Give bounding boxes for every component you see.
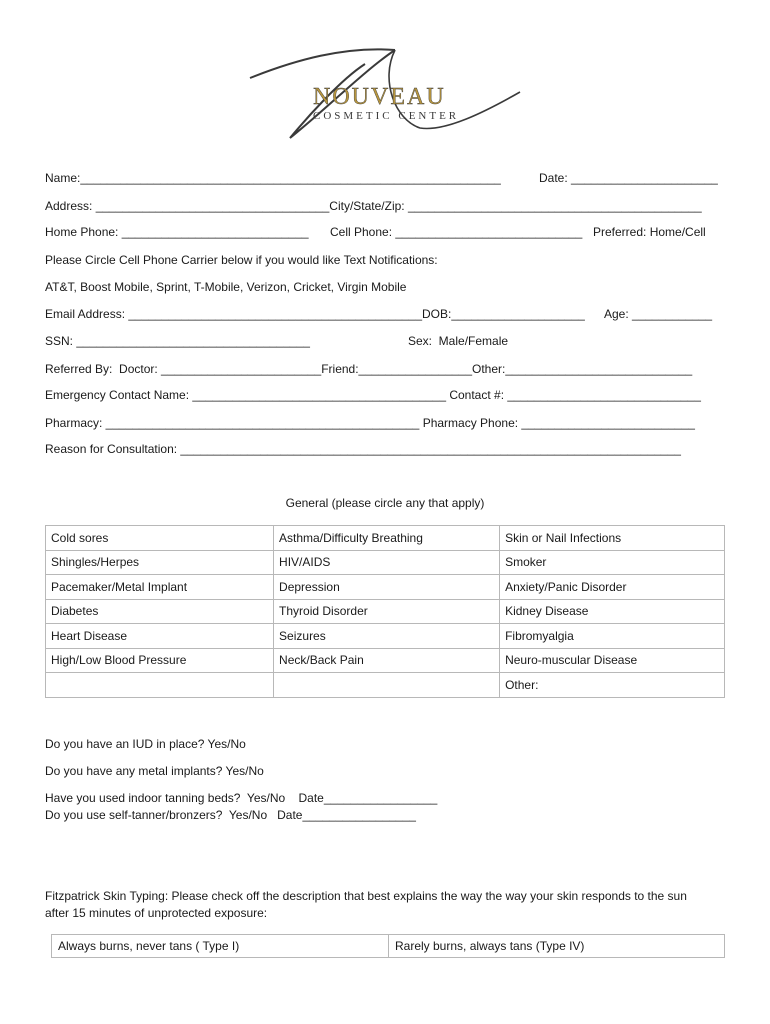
email-dob-field[interactable]: Email Address: ____________________________________________DOB:____________________ bbox=[45, 307, 585, 321]
age-field[interactable]: Age: ____________ bbox=[604, 307, 713, 321]
condition-cell[interactable]: Seizures bbox=[274, 624, 500, 649]
table-row bbox=[46, 550, 725, 575]
preferred-contact[interactable]: Preferred: Home/Cell bbox=[593, 225, 706, 239]
condition-cell[interactable]: Smoker bbox=[500, 550, 725, 575]
condition-cell[interactable]: Other: bbox=[500, 673, 725, 698]
nouveau-logo bbox=[245, 40, 535, 150]
date-field[interactable]: Date: ______________________ bbox=[539, 171, 718, 185]
condition-cell[interactable]: Shingles/Herpes bbox=[46, 550, 274, 575]
condition-cell[interactable]: Heart Disease bbox=[46, 624, 274, 649]
table-row bbox=[46, 673, 725, 698]
skin-type-option[interactable]: Rarely burns, always tans (Type IV) bbox=[389, 935, 725, 958]
referred-by-field[interactable]: Referred By: Doctor: ________________________Friend:_________________Other:____________________________ bbox=[45, 362, 693, 376]
conditions-table bbox=[45, 525, 725, 698]
condition-cell[interactable]: Kidney Disease bbox=[500, 599, 725, 624]
condition-cell[interactable]: Anxiety/Panic Disorder bbox=[500, 575, 725, 600]
name-field[interactable]: Name:_______________________________________________________________ bbox=[45, 171, 501, 185]
pharmacy-field[interactable]: Pharmacy: _______________________________________________ Pharmacy Phone: __________________________ bbox=[45, 416, 695, 430]
condition-cell[interactable]: Thyroid Disorder bbox=[274, 599, 500, 624]
table-row bbox=[46, 599, 725, 624]
metal-implants-question[interactable]: Do you have any metal implants? Yes/No bbox=[45, 764, 264, 778]
ssn-field[interactable]: SSN: ___________________________________ bbox=[45, 334, 310, 348]
home-phone-field[interactable]: Home Phone: ____________________________ bbox=[45, 225, 309, 239]
sex-field[interactable]: Sex: Male/Female bbox=[408, 334, 509, 348]
logo-brand: NOUVEAU bbox=[313, 84, 446, 110]
fitzpatrick-intro: Fitzpatrick Skin Typing: Please check off the description that best explains the way the way your skin responds to the sun bbox=[45, 889, 687, 903]
condition-cell[interactable]: Skin or Nail Infections bbox=[500, 526, 725, 551]
fitzpatrick-table bbox=[51, 934, 725, 958]
table-row bbox=[52, 935, 725, 958]
condition-cell[interactable] bbox=[46, 673, 274, 698]
skin-type-option[interactable]: Always burns, never tans ( Type I) bbox=[52, 935, 389, 958]
condition-cell[interactable]: High/Low Blood Pressure bbox=[46, 648, 274, 673]
condition-cell[interactable]: Diabetes bbox=[46, 599, 274, 624]
reason-field[interactable]: Reason for Consultation: ___________________________________________________________________________ bbox=[45, 442, 681, 456]
condition-cell[interactable]: Cold sores bbox=[46, 526, 274, 551]
address-field[interactable]: Address: ___________________________________City/State/Zip: ____________________________________________ bbox=[45, 199, 702, 213]
condition-cell[interactable]: Pacemaker/Metal Implant bbox=[46, 575, 274, 600]
emergency-contact-field[interactable]: Emergency Contact Name: ______________________________________ Contact #: _____________________________ bbox=[45, 388, 701, 402]
condition-cell[interactable]: Neuro-muscular Disease bbox=[500, 648, 725, 673]
logo-swoosh-top bbox=[250, 49, 395, 78]
general-heading: General (please circle any that apply) bbox=[285, 496, 485, 510]
carrier-prompt: Please Circle Cell Phone Carrier below if you would like Text Notifications: bbox=[45, 253, 438, 267]
condition-cell[interactable]: HIV/AIDS bbox=[274, 550, 500, 575]
carrier-list[interactable]: AT&T, Boost Mobile, Sprint, T-Mobile, Verizon, Cricket, Virgin Mobile bbox=[45, 280, 407, 294]
self-tanner-question[interactable]: Do you use self-tanner/bronzers? Yes/No Date_________________ bbox=[45, 808, 416, 822]
condition-cell[interactable]: Asthma/Difficulty Breathing bbox=[274, 526, 500, 551]
logo-subtitle: COSMETIC CENTER bbox=[313, 110, 460, 122]
condition-cell[interactable]: Depression bbox=[274, 575, 500, 600]
table-row bbox=[46, 648, 725, 673]
fitzpatrick-intro-cont: after 15 minutes of unprotected exposure: bbox=[45, 906, 268, 920]
condition-cell[interactable]: Fibromyalgia bbox=[500, 624, 725, 649]
table-row bbox=[46, 526, 725, 551]
table-row bbox=[46, 624, 725, 649]
table-row bbox=[46, 575, 725, 600]
condition-cell[interactable] bbox=[274, 673, 500, 698]
cell-phone-field[interactable]: Cell Phone: ____________________________ bbox=[330, 225, 583, 239]
iud-question[interactable]: Do you have an IUD in place? Yes/No bbox=[45, 737, 246, 751]
condition-cell[interactable]: Neck/Back Pain bbox=[274, 648, 500, 673]
tanning-beds-question[interactable]: Have you used indoor tanning beds? Yes/No Date_________________ bbox=[45, 791, 438, 805]
